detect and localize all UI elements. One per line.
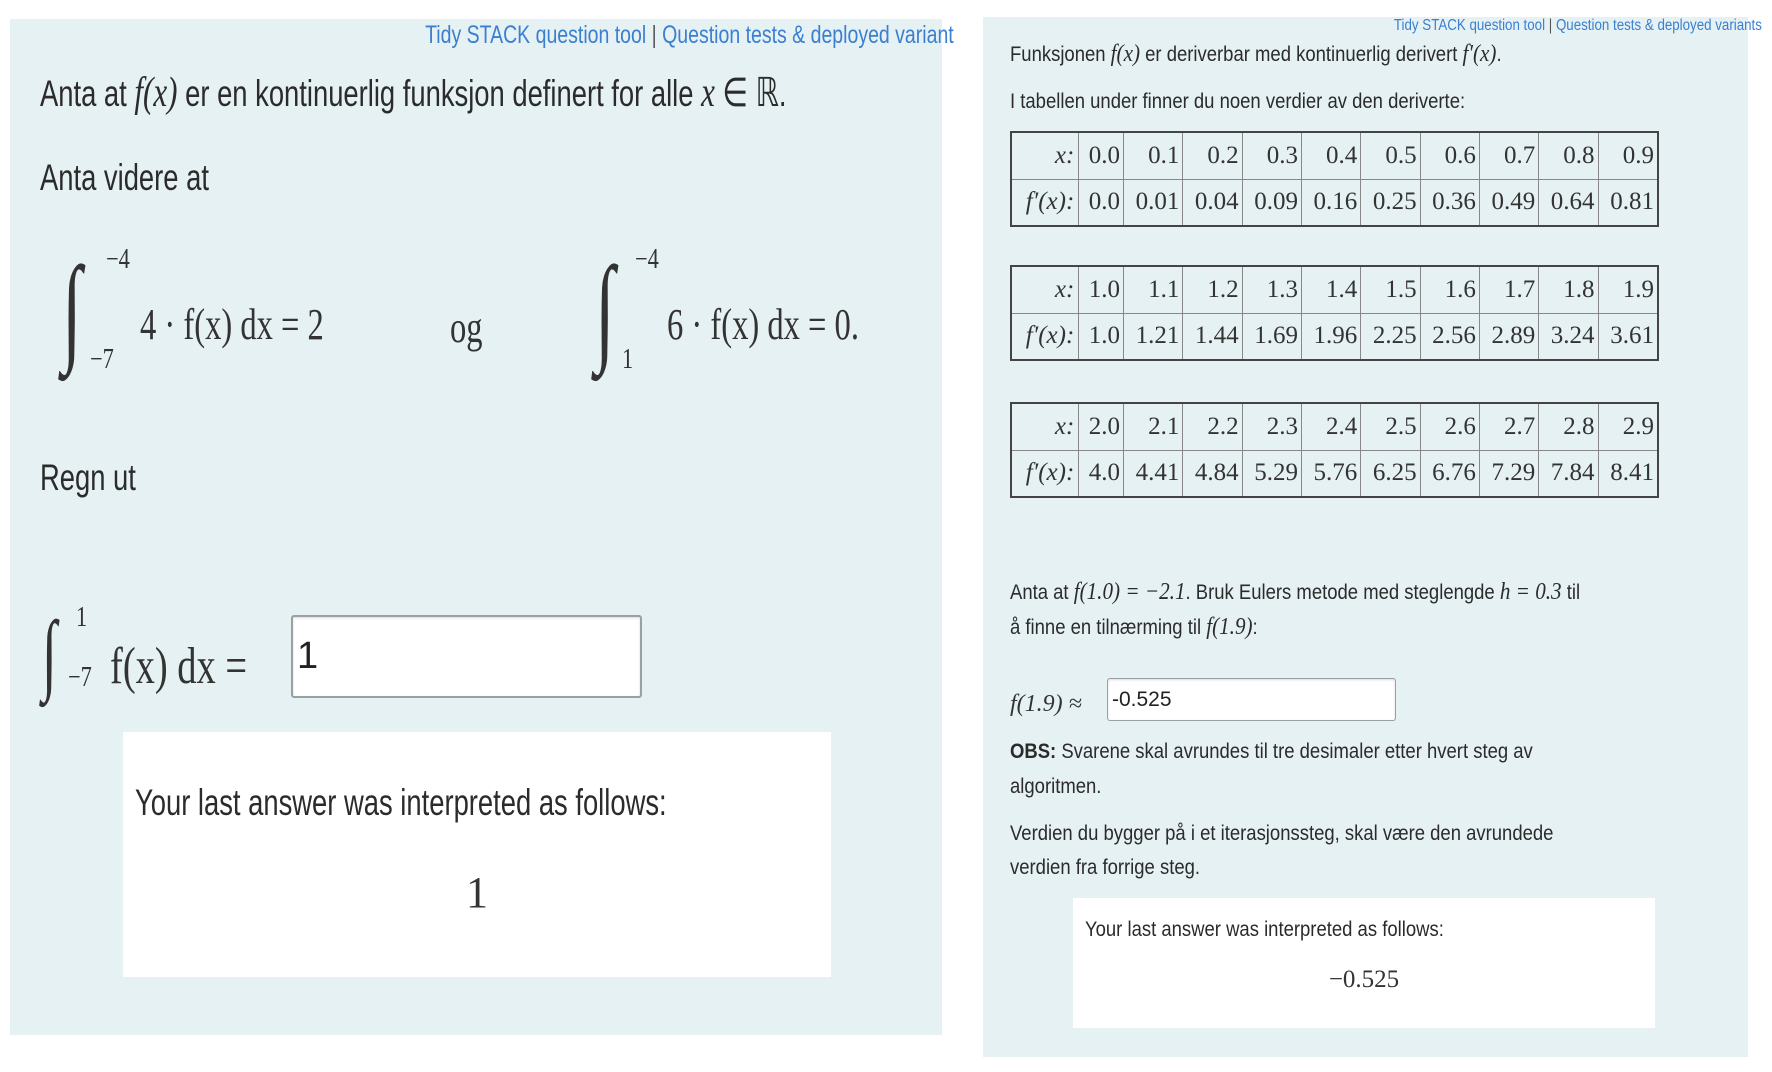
- text: å finne en tilnærming til: [1010, 616, 1207, 639]
- text: Anta at: [40, 73, 135, 114]
- cell: 4.41: [1124, 450, 1183, 497]
- cell: 0.2: [1183, 132, 1242, 179]
- left-header-links: [425, 21, 954, 50]
- feedback-label: Your last answer was interpreted as follows:: [135, 782, 667, 823]
- note-line-2: verdien fra forrige steg.: [1010, 856, 1201, 879]
- cell: 1.4: [1301, 266, 1360, 313]
- cell: 0.6: [1420, 132, 1479, 179]
- text: :: [1252, 616, 1258, 639]
- cell: 2.4: [1301, 403, 1360, 450]
- text: er en kontinuerlig funksjon definert for alle: [177, 73, 702, 114]
- math-reals: ℝ: [755, 70, 779, 115]
- derivative-table-1: [1010, 131, 1659, 227]
- intro-line-1: [1010, 41, 1502, 68]
- cell: 1.6: [1420, 266, 1479, 313]
- math-in: ∈: [714, 70, 756, 115]
- cell: 0.64: [1539, 179, 1598, 226]
- euler-answer-label: f(1.9) ≈: [1010, 691, 1082, 717]
- obs-label: OBS:: [1010, 740, 1057, 763]
- cell: 2.8: [1539, 403, 1598, 450]
- integral-sign-icon: ∫: [42, 604, 57, 703]
- lower-limit: −7: [90, 344, 114, 375]
- cell: 0.25: [1361, 179, 1420, 226]
- euler-line-1: [1010, 579, 1580, 606]
- row-label: x:: [1011, 266, 1079, 313]
- link-separator: |: [1548, 17, 1553, 34]
- cell: 0.09: [1242, 179, 1301, 226]
- right-header-links: [1394, 17, 1762, 35]
- text: .: [1496, 43, 1502, 66]
- lower-limit: 1: [622, 344, 634, 375]
- cell: 2.56: [1420, 313, 1479, 360]
- question-tests-link[interactable]: Question tests & deployed variant: [662, 21, 954, 49]
- cell: 2.3: [1242, 403, 1301, 450]
- answer-feedback-box: [1073, 898, 1655, 1028]
- cell: 0.1: [1124, 132, 1183, 179]
- derivative-table-3: [1010, 402, 1659, 498]
- compute-text: Regn ut: [40, 457, 136, 498]
- cell: 2.89: [1479, 313, 1538, 360]
- cell: 0.49: [1479, 179, 1538, 226]
- euler-line-2: [1010, 614, 1258, 641]
- cell: 1.3: [1242, 266, 1301, 313]
- cell: 3.24: [1539, 313, 1598, 360]
- obs-line-1: [1010, 740, 1533, 764]
- lower-limit: −7: [68, 662, 92, 693]
- table-row-fprime: [1011, 313, 1658, 360]
- cell: 0.7: [1479, 132, 1538, 179]
- upper-limit: 1: [76, 602, 88, 633]
- math-target: f(1.9): [1206, 614, 1253, 640]
- row-label: f′(x):: [1011, 450, 1079, 497]
- cell: 1.5: [1361, 266, 1420, 313]
- cell: 1.69: [1242, 313, 1301, 360]
- text: Anta at: [1010, 581, 1074, 604]
- text: Funksjonen: [1010, 43, 1111, 66]
- integral-sign-icon: ∫: [62, 242, 82, 375]
- cell: 0.36: [1420, 179, 1479, 226]
- euler-answer-input[interactable]: [1107, 678, 1396, 721]
- obs-line-2: algoritmen.: [1010, 775, 1102, 798]
- integrand: 6 · f(x) dx = 0.: [667, 300, 859, 349]
- cell: 2.25: [1361, 313, 1420, 360]
- math-x: x: [701, 70, 715, 116]
- right-question-panel: [983, 17, 1762, 1057]
- question-intro-line: [40, 69, 787, 117]
- derivative-table-2: [1010, 265, 1659, 361]
- text: .: [778, 73, 787, 114]
- cell: 1.8: [1539, 266, 1598, 313]
- table-row-x: [1011, 266, 1658, 313]
- cell: 2.7: [1479, 403, 1538, 450]
- table-row-fprime: [1011, 179, 1658, 226]
- cell: 7.29: [1479, 450, 1538, 497]
- cell: 8.41: [1598, 450, 1658, 497]
- cell: 2.1: [1124, 403, 1183, 450]
- math-initial-value: f(1.0) = −2.1: [1073, 579, 1186, 605]
- tidy-stack-link[interactable]: Tidy STACK question tool: [1393, 17, 1546, 34]
- integrand: f(x) dx =: [110, 638, 248, 695]
- feedback-label: Your last answer was interpreted as follows:: [1085, 918, 1444, 941]
- cell: 0.0: [1079, 132, 1124, 179]
- text: . Bruk Eulers metode med steglengde: [1185, 581, 1500, 604]
- cell: 0.04: [1183, 179, 1242, 226]
- connector-text: og: [450, 303, 483, 352]
- cell: 1.2: [1183, 266, 1242, 313]
- cell: 5.29: [1242, 450, 1301, 497]
- note-line-1: Verdien du bygger på i et iterasjonssteg, skal være den avrundede: [1010, 822, 1554, 845]
- cell: 7.84: [1539, 450, 1598, 497]
- cell: 0.0: [1079, 179, 1124, 226]
- cell: 2.2: [1183, 403, 1242, 450]
- answer-feedback-box: [123, 732, 831, 977]
- integral-answer-input[interactable]: [291, 615, 642, 698]
- table-row-x: [1011, 403, 1658, 450]
- cell: 4.84: [1183, 450, 1242, 497]
- math-step-size: h = 0.3: [1499, 579, 1562, 605]
- text: er deriverbar med kontinuerlig derivert: [1139, 43, 1463, 66]
- cell: 6.25: [1361, 450, 1420, 497]
- cell: 5.76: [1301, 450, 1360, 497]
- question-tests-link[interactable]: Question tests & deployed variants: [1556, 17, 1762, 34]
- cell: 1.96: [1301, 313, 1360, 360]
- cell: 0.81: [1598, 179, 1658, 226]
- cell: 2.5: [1361, 403, 1420, 450]
- cell: 0.4: [1301, 132, 1360, 179]
- cell: 3.61: [1598, 313, 1658, 360]
- math-fx: f(x): [1110, 41, 1140, 67]
- cell: 2.0: [1079, 403, 1124, 450]
- row-label: f′(x):: [1011, 179, 1079, 226]
- table-row-x: [1011, 132, 1658, 179]
- cell: 1.44: [1183, 313, 1242, 360]
- text: Svarene skal avrundes til tre desimaler etter hvert steg av: [1056, 740, 1533, 763]
- left-question-panel: [10, 19, 954, 1035]
- cell: 1.7: [1479, 266, 1538, 313]
- interpreted-value: −0.525: [1328, 966, 1400, 993]
- cell: 0.9: [1598, 132, 1658, 179]
- intro-line-2: I tabellen under finner du noen verdier av den deriverte:: [1010, 90, 1466, 113]
- tidy-stack-link[interactable]: Tidy STACK question tool: [425, 21, 647, 49]
- cell: 4.0: [1079, 450, 1124, 497]
- cell: 1.1: [1124, 266, 1183, 313]
- row-label: x:: [1011, 403, 1079, 450]
- cell: 2.6: [1420, 403, 1479, 450]
- cell: 0.5: [1361, 132, 1420, 179]
- row-label: x:: [1011, 132, 1079, 179]
- cell: 6.76: [1420, 450, 1479, 497]
- cell: 1.9: [1598, 266, 1658, 313]
- integral-sign-icon: ∫: [595, 242, 615, 375]
- integrand: 4 · f(x) dx = 2: [140, 300, 324, 349]
- assume-further-text: Anta videre at: [40, 157, 209, 198]
- link-separator: |: [651, 21, 657, 49]
- cell: 1.0: [1079, 266, 1124, 313]
- math-fx: f(x): [134, 70, 178, 116]
- cell: 0.01: [1124, 179, 1183, 226]
- upper-limit: −4: [106, 244, 130, 275]
- cell: 0.3: [1242, 132, 1301, 179]
- row-label: f′(x):: [1011, 313, 1079, 360]
- cell: 0.16: [1301, 179, 1360, 226]
- cell: 0.8: [1539, 132, 1598, 179]
- upper-limit: −4: [635, 244, 659, 275]
- text: til: [1561, 581, 1581, 604]
- interpreted-value: 1: [466, 868, 488, 917]
- cell: 1.21: [1124, 313, 1183, 360]
- cell: 2.9: [1598, 403, 1658, 450]
- cell: 1.0: [1079, 313, 1124, 360]
- table-row-fprime: [1011, 450, 1658, 497]
- math-fprime: f′(x): [1462, 41, 1497, 67]
